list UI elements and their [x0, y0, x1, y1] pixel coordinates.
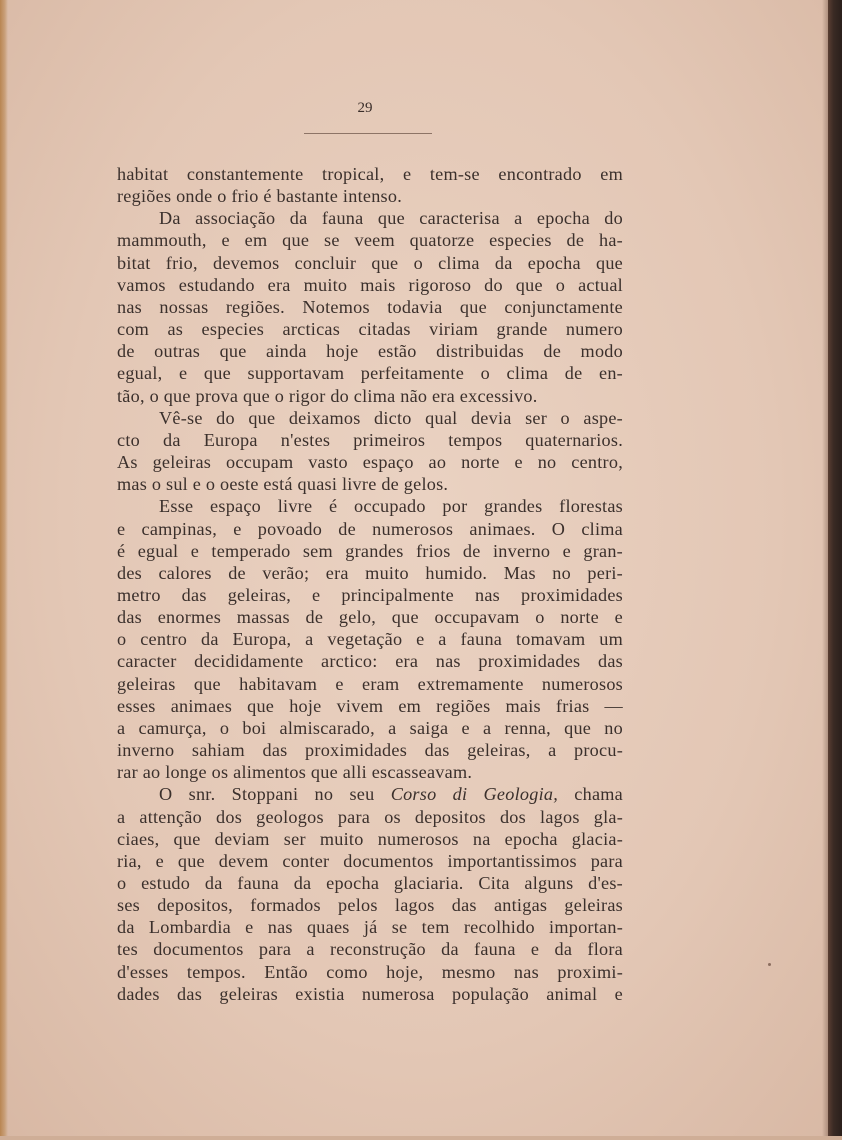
bottom-page-edge: [0, 1136, 842, 1140]
text-line: habitat constantemente tropical, e tem-se encontrado em: [117, 164, 623, 184]
text-line: inverno sahiam das proximidades das geleiras, a procu-: [117, 740, 623, 761]
header-rule: [304, 133, 432, 134]
text-line: metro das geleiras, e principalmente nas proximidades: [117, 584, 623, 605]
text-line: tes documentos para a reconstrução da fauna e da flora: [117, 939, 623, 960]
paragraph: [117, 783, 623, 1005]
text-line: o centro da Europa, a vegetação e a fauna tomavam um: [117, 629, 623, 650]
text-line: Da associação da fauna que caracterisa a epocha do: [159, 208, 623, 229]
text-line: das enormes massas de gelo, que occupavam o norte e: [117, 607, 623, 628]
text-line: ria, e que devem conter documentos importantissimos para: [117, 850, 623, 871]
text-line: O snr. Stoppani no seu Corso di Geologia, chama: [159, 784, 623, 805]
text-line: geleiras que habitavam e eram extremamente numerosos: [117, 673, 623, 694]
text-line: vamos estudando era muito mais rigoroso do que o actual: [117, 274, 623, 295]
text-line: com as especies arcticas citadas viriam grande numero: [117, 319, 623, 340]
text-line: a attenção dos geologos para os depositos dos lagos gla-: [117, 806, 623, 827]
text-line: tão, o que prova que o rigor do clima não era excessivo.: [117, 385, 538, 406]
text-line: é egual e temperado sem grandes frios de inverno e gran-: [117, 540, 623, 561]
left-page-edge: [0, 0, 8, 1140]
paragraph: [117, 163, 623, 207]
text-line: e campinas, e povoado de numerosos animaes. O clima: [117, 518, 623, 539]
text-line: dades das geleiras existia numerosa população animal e: [117, 983, 623, 1004]
body-text: [117, 163, 623, 1005]
text-line: Vê-se do que deixamos dicto qual devia ser o aspe-: [159, 407, 623, 428]
text-line: esses animaes que hoje vivem em regiões mais frias —: [117, 695, 623, 716]
text-line: da Lombardia e nas quaes já se tem recolhido importan-: [117, 917, 623, 938]
text-line: caracter decididamente arctico: era nas proximidades das: [117, 651, 623, 672]
text-line: As geleiras occupam vasto espaço ao norte e no centro,: [117, 452, 623, 473]
italic-title: Corso di Geologia,: [390, 784, 559, 805]
text-line: bitat frio, devemos concluir que o clima da epocha que: [117, 252, 623, 273]
text-line: ses depositos, formados pelos lagos das antigas geleiras: [117, 895, 623, 916]
text-line: rar ao longe os alimentos que alli escasseavam.: [117, 762, 473, 783]
text-line: egual, e que supportavam perfeitamente o clima de en-: [117, 363, 623, 384]
text-line: de outras que ainda hoje estão distribuidas de modo: [117, 341, 623, 362]
text-line: cto da Europa n'estes primeiros tempos quaternarios.: [117, 429, 623, 450]
text-line: mammouth, e em que se veem quatorze especies de ha-: [117, 230, 623, 251]
text-line: nas nossas regiões. Notemos todavia que conjunctamente: [117, 296, 623, 317]
text-line: ciaes, que deviam ser muito numerosos na epocha glacia-: [117, 828, 623, 849]
text-line: mas o sul e o oeste está quasi livre de gelos.: [117, 474, 449, 495]
paragraph: [117, 407, 623, 496]
text-line: regiões onde o frio é bastante intenso.: [117, 186, 403, 207]
text-line: a camurça, o boi almiscarado, a saiga e a renna, que no: [117, 717, 623, 738]
paper-speck: [768, 963, 771, 966]
page-number: 29: [357, 100, 373, 116]
text-line: des calores de verão; era muito humido. Mas no peri-: [117, 562, 623, 583]
paragraph: [117, 207, 623, 406]
text-line: d'esses tempos. Então como hoje, mesmo nas proximi-: [117, 961, 623, 982]
text-line: Esse espaço livre é occupado por grandes florestas: [159, 496, 623, 517]
text-line: o estudo da fauna da epocha glaciaria. Cita alguns d'es-: [117, 873, 623, 893]
right-page-edge: [828, 0, 842, 1140]
paragraph: [117, 495, 623, 783]
